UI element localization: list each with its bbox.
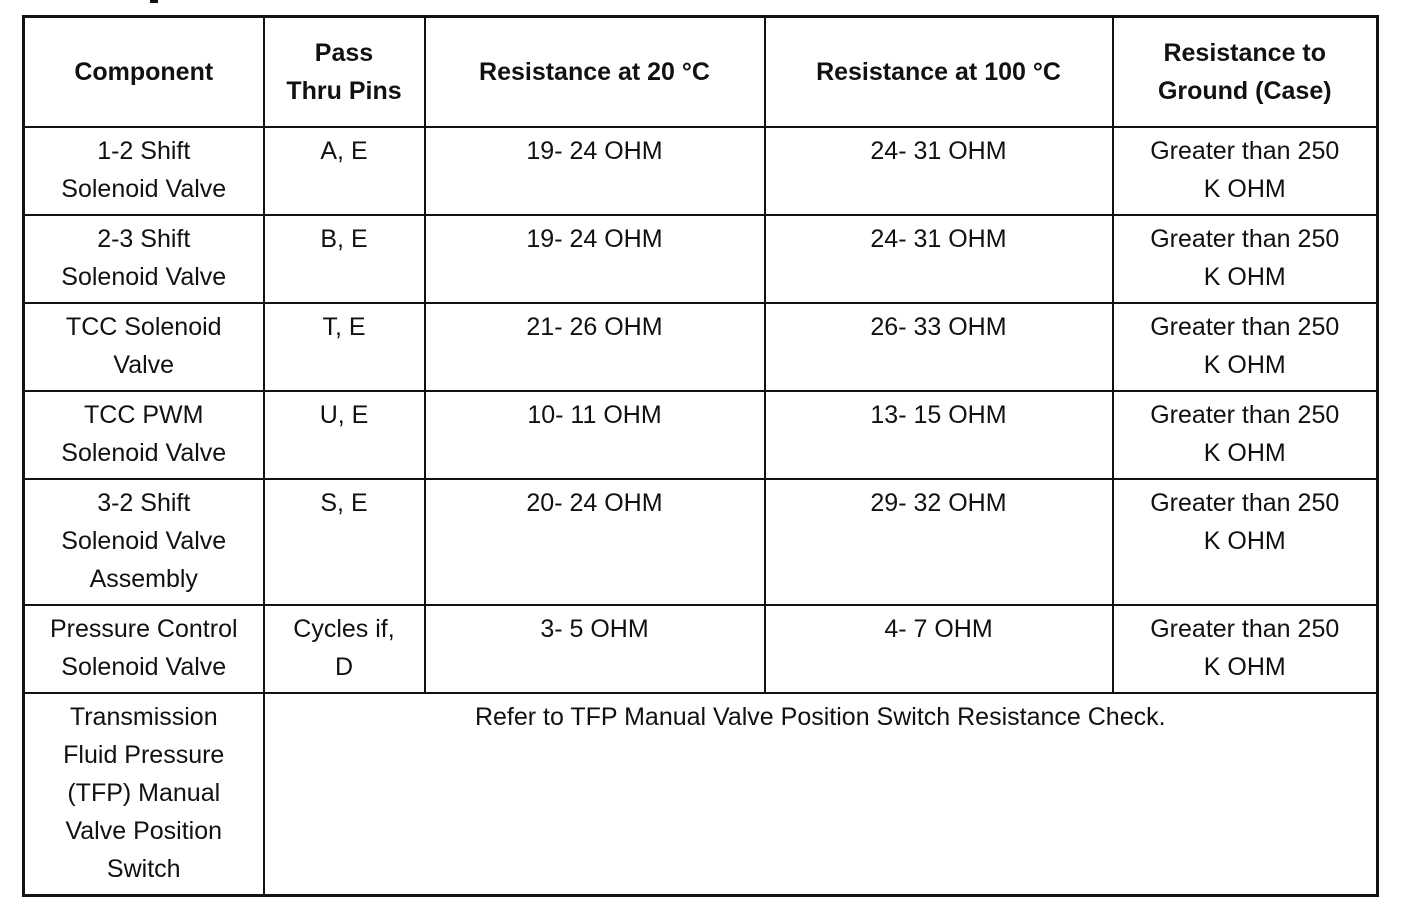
table-row bbox=[24, 303, 1378, 391]
cell-res-20c: 20- 24 OHM bbox=[425, 479, 765, 605]
table-row bbox=[24, 127, 1378, 215]
cell-reference-note: Refer to TFP Manual Valve Position Switch Resistance Check. bbox=[264, 693, 1378, 896]
table-row bbox=[24, 693, 1378, 896]
cell-res-20c: 3- 5 OHM bbox=[425, 605, 765, 693]
table-row bbox=[24, 215, 1378, 303]
cell-component: 1-2 Shift Solenoid Valve bbox=[24, 127, 264, 215]
header-pass-thru-pins: Pass Thru Pins bbox=[264, 17, 425, 128]
cell-res-ground: Greater than 250 K OHM bbox=[1113, 391, 1378, 479]
cell-res-ground: Greater than 250 K OHM bbox=[1113, 303, 1378, 391]
cell-res-100c: 13- 15 OHM bbox=[765, 391, 1113, 479]
cell-pins: A, E bbox=[264, 127, 425, 215]
cell-pins: Cycles if, D bbox=[264, 605, 425, 693]
table-row bbox=[24, 479, 1378, 605]
header-component: Component bbox=[24, 17, 264, 128]
cell-component: 3-2 Shift Solenoid Valve Assembly bbox=[24, 479, 264, 605]
solenoid-resistance-table bbox=[22, 15, 1379, 897]
cell-pins: B, E bbox=[264, 215, 425, 303]
cell-res-ground: Greater than 250 K OHM bbox=[1113, 479, 1378, 605]
header-resistance-20c: Resistance at 20 °C bbox=[425, 17, 765, 128]
cell-res-ground: Greater than 250 K OHM bbox=[1113, 605, 1378, 693]
header-resistance-100c: Resistance at 100 °C bbox=[765, 17, 1113, 128]
cell-pins: U, E bbox=[264, 391, 425, 479]
cell-res-20c: 19- 24 OHM bbox=[425, 127, 765, 215]
table-header-row bbox=[24, 17, 1378, 128]
cell-res-100c: 29- 32 OHM bbox=[765, 479, 1113, 605]
table-row bbox=[24, 605, 1378, 693]
cell-component: 2-3 Shift Solenoid Valve bbox=[24, 215, 264, 303]
cell-res-100c: 26- 33 OHM bbox=[765, 303, 1113, 391]
cell-component: TCC Solenoid Valve bbox=[24, 303, 264, 391]
cell-res-20c: 10- 11 OHM bbox=[425, 391, 765, 479]
header-resistance-to-ground: Resistance to Ground (Case) bbox=[1113, 17, 1378, 128]
cell-pins: S, E bbox=[264, 479, 425, 605]
cell-res-ground: Greater than 250 K OHM bbox=[1113, 127, 1378, 215]
cell-res-20c: 19- 24 OHM bbox=[425, 215, 765, 303]
page-edge-mark bbox=[150, 0, 158, 3]
cell-res-100c: 24- 31 OHM bbox=[765, 215, 1113, 303]
cell-res-ground: Greater than 250 K OHM bbox=[1113, 215, 1378, 303]
cell-res-100c: 24- 31 OHM bbox=[765, 127, 1113, 215]
cell-component: Transmission Fluid Pressure (TFP) Manual Valve Position Switch bbox=[24, 693, 264, 896]
cell-res-20c: 21- 26 OHM bbox=[425, 303, 765, 391]
cell-component: Pressure Control Solenoid Valve bbox=[24, 605, 264, 693]
cell-res-100c: 4- 7 OHM bbox=[765, 605, 1113, 693]
table-row bbox=[24, 391, 1378, 479]
cell-component: TCC PWM Solenoid Valve bbox=[24, 391, 264, 479]
cell-pins: T, E bbox=[264, 303, 425, 391]
